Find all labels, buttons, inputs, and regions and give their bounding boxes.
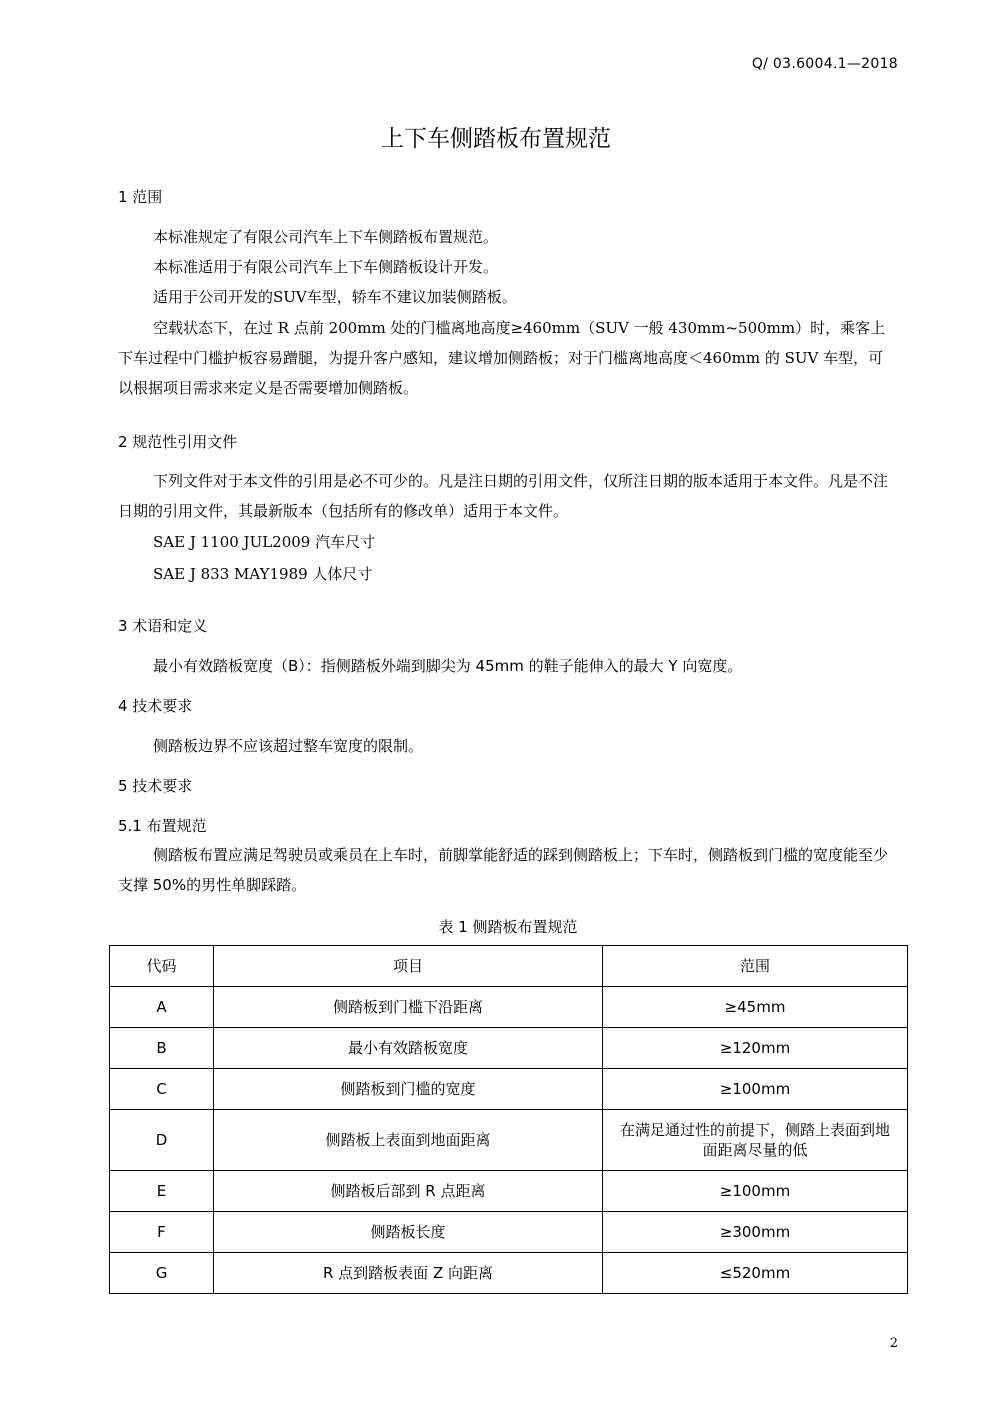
section-3-paragraph-1: 最小有效踏板宽度（B）：指侧踏板外端到脚尖为 45mm 的鞋子能伸入的最大 Y 向宽度。 xyxy=(153,657,743,675)
document-title: 上下车侧踏板布置规范 xyxy=(381,126,611,152)
section-1-paragraph-1: 本标准规定了有限公司汽车上下车侧踏板布置规范。 xyxy=(153,228,499,246)
header-item: 项目 xyxy=(214,946,603,987)
section-4-heading: 4 技术要求 xyxy=(118,697,193,715)
spec-table xyxy=(109,945,908,1294)
section-5-1-heading: 5.1 布置规范 xyxy=(118,817,207,835)
cell-range: ≥100mm xyxy=(603,1171,908,1212)
cell-code: C xyxy=(110,1069,214,1110)
cell-item: 侧踏板长度 xyxy=(214,1212,603,1253)
cell-item: 侧踏板到门槛的宽度 xyxy=(214,1069,603,1110)
section-5-heading: 5 技术要求 xyxy=(118,777,193,795)
section-1-paragraph-3: 适用于公司开发的SUV车型，轿车不建议加装侧踏板。 xyxy=(153,288,517,306)
cell-code: A xyxy=(110,987,214,1028)
table-row xyxy=(110,1253,908,1294)
section-5-1-paragraph-1: 侧踏板布置应满足驾驶员或乘员在上车时，前脚掌能舒适的踩到侧踏板上；下车时，侧踏板到门槛的宽度能至少支撑 50%的男性单脚踩踏。 xyxy=(118,846,889,894)
table-row xyxy=(110,1212,908,1253)
cell-item: 侧踏板上表面到地面距离 xyxy=(214,1110,603,1171)
section-1-paragraph-4: 空载状态下，在过 R 点前 200mm 处的门槛离地高度≥460mm（SUV 一般 430mm~500mm）时，乘客上下车过程中门槛护板容易蹭腿，为提升客户感知，建议增加侧踏板；对于门槛离地高度＜460mm 的 SUV 车型，可以根据项目需求来定义是否需要增加侧踏板。 xyxy=(118,319,886,397)
section-2-paragraph-1: 下列文件对于本文件的引用是必不可少的。凡是注日期的引用文件，仅所注日期的版本适用于本文件。凡是不注日期的引用文件，其最新版本（包括所有的修改单）适用于本文件。 xyxy=(118,472,889,520)
cell-range: ≥300mm xyxy=(603,1212,908,1253)
section-4-paragraph-1: 侧踏板边界不应该超过整车宽度的限制。 xyxy=(153,737,424,755)
reference-item-1: SAE J 1100 JUL2009 汽车尺寸 xyxy=(153,533,376,551)
table-header-row xyxy=(110,946,908,987)
cell-item: 侧踏板到门槛下沿距离 xyxy=(214,987,603,1028)
header-range: 范围 xyxy=(603,946,908,987)
section-2-heading: 2 规范性引用文件 xyxy=(118,433,238,451)
section-1-paragraph-2: 本标准适用于有限公司汽车上下车侧踏板设计开发。 xyxy=(153,258,499,276)
cell-code: F xyxy=(110,1212,214,1253)
cell-code: B xyxy=(110,1028,214,1069)
cell-range: ≥45mm xyxy=(603,987,908,1028)
cell-item: 最小有效踏板宽度 xyxy=(214,1028,603,1069)
cell-code: D xyxy=(110,1110,214,1171)
cell-range: 在满足通过性的前提下，侧踏上表面到地面距离尽量的低 xyxy=(603,1110,908,1171)
table-caption: 表 1 侧踏板布置规范 xyxy=(438,918,578,936)
table-row xyxy=(110,1028,908,1069)
table-row xyxy=(110,1110,908,1171)
table-row xyxy=(110,987,908,1028)
cell-code: E xyxy=(110,1171,214,1212)
document-code: Q/ 03.6004.1—2018 xyxy=(751,56,898,72)
table-row xyxy=(110,1069,908,1110)
cell-range: ≤520mm xyxy=(603,1253,908,1294)
section-1-heading: 1 范围 xyxy=(118,188,163,206)
cell-item: 侧踏板后部到 R 点距离 xyxy=(214,1171,603,1212)
cell-range: ≥100mm xyxy=(603,1069,908,1110)
section-3-heading: 3 术语和定义 xyxy=(118,617,208,635)
cell-range: ≥120mm xyxy=(603,1028,908,1069)
header-code: 代码 xyxy=(110,946,214,987)
cell-code: G xyxy=(110,1253,214,1294)
page-number: 2 xyxy=(889,1336,898,1351)
table-row xyxy=(110,1171,908,1212)
cell-item: R 点到踏板表面 Z 向距离 xyxy=(214,1253,603,1294)
reference-item-2: SAE J 833 MAY1989 人体尺寸 xyxy=(153,565,373,583)
